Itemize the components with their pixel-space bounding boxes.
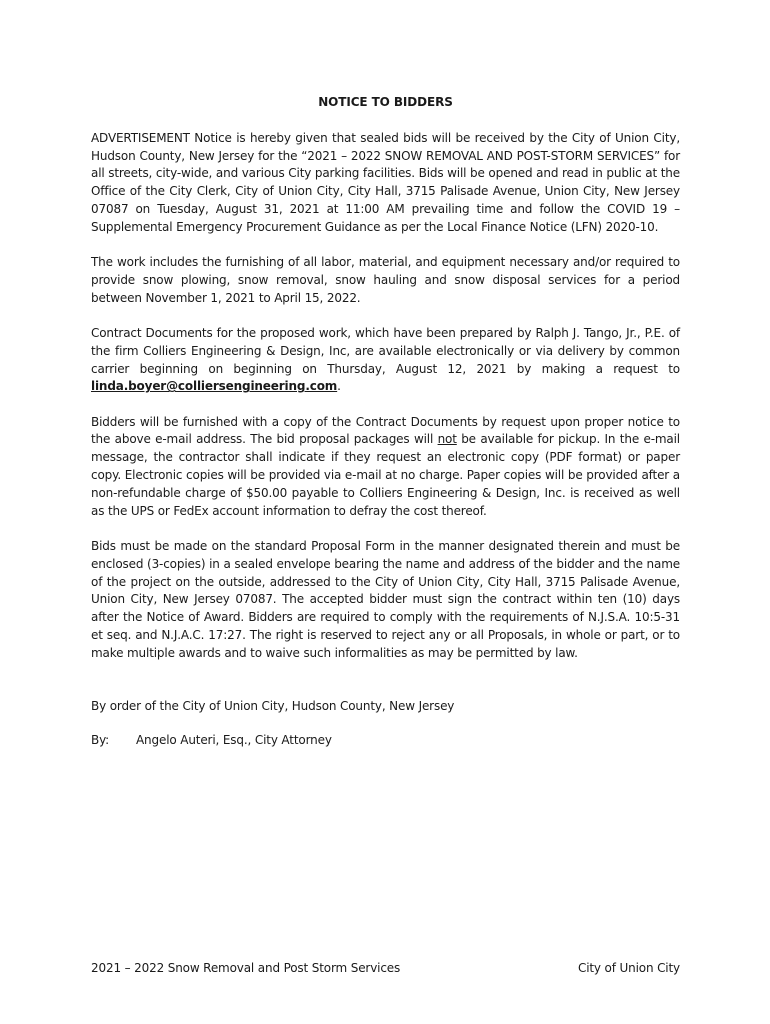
paragraph-contract-documents: [91, 325, 680, 396]
bidder-copies-text-end: be available for pickup. In the e-mail message, the contractor shall indicate if they request an electronic copy (PDF format) or paper copy. Electronic copies will be provided via e-mail at no charge. Paper copies will be provided after a non-refundable charge of $50.00 payable to Colliers Engineering & Design, Inc. is received as well as the UPS or FedEx account information to defray the cost thereof.: [91, 432, 680, 518]
paragraph-scope-of-work: The work includes the furnishing of all labor, material, and equipment necessary and/or required to provide snow plowing, snow removal, snow hauling and snow disposal services for a period between November 1, 2021 to April 15, 2022.: [91, 255, 680, 305]
signature-line: [91, 732, 680, 750]
emphasis-not: not: [437, 432, 457, 447]
contact-email-link[interactable]: linda.boyer@colliersengineering.com: [91, 379, 338, 394]
notice-title: NOTICE TO BIDDERS: [318, 95, 453, 109]
paragraph-bid-requirements: Bids must be made on the standard Proposal Form in the manner designated therein and must be enclosed (3-copies) in a sealed envelope bearing the name and address of the bidder and the name of the project on the outside, addressed to the City of Union City, City Hall, 3715 Palisade Avenue, Union City, New Jersey 07087. The accepted bidder must sign the contract within ten (10) days after the Notice of Award. Bidders are required to comply with the requirements of N.J.S.A. 10:5-31 et seq. and N.J.A.C. 17:27. The right is reserved to reject any or all Proposals, in whole or part, or to make multiple awards and to waive such informalities as may be permitted by law.: [91, 538, 680, 660]
paragraph-bidder-copies: [91, 414, 680, 521]
page-footer: [91, 961, 680, 975]
signatory-name: Angelo Auteri, Esq., City Attorney: [136, 733, 332, 748]
paragraph-advertisement: ADVERTISEMENT Notice is hereby given that sealed bids will be received by the City of Union City, Hudson County, New Jersey for the “2021 – 2022 SNOW REMOVAL AND POST-STORM SERVICES” for all streets, city-wide, and various City parking facilities. Bids will be opened and read in public at the Office of the City Clerk, City of Union City, City Hall, 3715 Palisade Avenue, Union City, New Jersey 07087 on Tuesday, August 31, 2021 at 11:00 AM prevailing time and follow the COVID 19 – Supplemental Emergency Procurement Guidance as per the Local Finance Notice (LFN) 2020-10.: [91, 130, 680, 234]
footer-entity: City of Union City: [577, 961, 680, 975]
by-label: By:: [91, 733, 110, 748]
contract-documents-text: Contract Documents for the proposed work, which have been prepared by Ralph J. Tango, Jr., P.E. of the firm Colliers Engineering & Design, Inc, are available electronically or via delivery by common carrier beginning on beginning on Thursday, August 12, 2021 by making a request to: [91, 325, 680, 376]
closing-statement: By order of the City of Union City, Hudson County, New Jersey: [91, 698, 455, 713]
footer-project-title: 2021 – 2022 Snow Removal and Post Storm Services: [91, 961, 401, 975]
contract-documents-period: .: [337, 379, 341, 394]
bidder-copies-text-start: Bidders will be furnished with a copy of the Contract Documents by request upon proper notice to the above e-mail address. The bid proposal packages will: [91, 414, 680, 447]
notice-body: [91, 94, 680, 750]
